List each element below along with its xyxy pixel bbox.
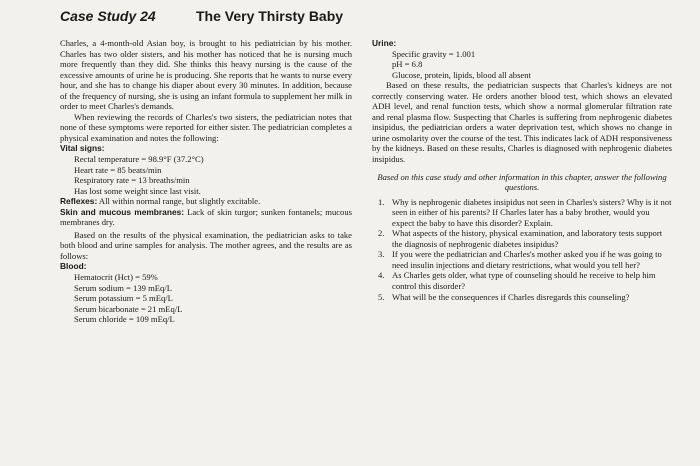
question-item [372, 249, 672, 270]
right-column [372, 38, 672, 302]
left-column [60, 38, 352, 325]
reflexes-line [60, 196, 352, 207]
question-number: 5. [378, 291, 385, 302]
blood-item: Serum sodium = 139 mEq/L [74, 282, 172, 293]
intro-paragraph: Charles, a 4-month-old Asian boy, is brought to his pediatrician by his mother. Charles has two older sisters, and his mother has noticed that he is nursing much more frequently than they did. She thinks this heavy nursing is the cause of the excessive amounts of urine he is producing. She reports that he wants to nurse every hour, and she has to change his diaper about every 30 minutes. In addition, because of the frequency of nursing, she is using an infant formula to supplement her milk in order to meet Charles's demands. [60, 38, 352, 112]
question-number: 2. [378, 228, 385, 239]
vital-item: Rectal temperature = 98.9°F (37.2°C) [74, 154, 204, 165]
question-text: What aspects of the history, physical examination, and laboratory tests support the diagnosis of nephrogenic diabetes insipidus? [392, 228, 663, 249]
questions-prompt: Based on this case study and other information in this chapter, answer the following questions. [377, 171, 667, 193]
urine-item: Specific gravity = 1.001 [392, 48, 476, 59]
blood-item: Serum potassium = 5 mEq/L [74, 293, 173, 304]
blood-list [60, 272, 352, 325]
question-item [372, 292, 672, 303]
records-paragraph: When reviewing the records of Charles's two sisters, the pediatrician notes that none of these symptoms were reported for either sister. The pediatrician completes a physical examination and notes the following: [60, 111, 352, 143]
questions-list [372, 197, 672, 302]
reflexes-text: All within normal range, but slightly excitable. [97, 196, 261, 207]
urine-heading: Urine: [372, 38, 397, 48]
question-number: 3. [378, 249, 385, 260]
vitals-list [60, 154, 352, 196]
question-item [372, 270, 672, 291]
case-title: The Very Thirsty Baby [196, 8, 344, 24]
blood-heading: Blood: [60, 261, 87, 272]
question-text: If you were the pediatrician and Charles's mother asked you if he was going to need insulin injections and dietary restrictions, what would you tell her? [392, 249, 662, 270]
vital-item: Respiratory rate = 13 breaths/min [74, 175, 190, 186]
blood-item: Hematocrit (Hct) = 59% [74, 272, 158, 283]
question-number: 4. [378, 270, 385, 281]
question-number: 1. [378, 196, 385, 207]
question-item [372, 197, 672, 229]
blood-item: Serum chloride = 109 mEq/L [74, 314, 175, 325]
blood-item: Serum bicarbonate = 21 mEq/L [74, 303, 183, 314]
vitals-heading: Vital signs: [60, 143, 105, 154]
skin-line [60, 207, 352, 228]
case-header [60, 8, 680, 34]
case-label: Case Study 24 [60, 8, 156, 24]
question-item [372, 228, 672, 249]
vital-item: Has lost some weight since last visit. [74, 185, 201, 196]
skin-text: Lack of skin turgor; sunken fontanels; mucous membranes dry. [60, 206, 352, 228]
vital-item: Heart rate = 85 beats/min [74, 164, 162, 175]
reflexes-label: Reflexes: [60, 196, 98, 207]
urine-item: pH = 6.8 [392, 59, 423, 70]
skin-label: Skin and mucous membranes: [60, 206, 185, 217]
question-text: Why is nephrogenic diabetes insipidus not seen in Charles's sisters? Why is it not seen in either of his parents? If Charles later has a baby brother, would you expect the baby to have this disorder? Explain. [392, 196, 672, 228]
urine-list [372, 49, 672, 81]
question-text: As Charles gets older, what type of counseling should he receive to help him control this disorder? [392, 270, 656, 292]
urine-item: Glucose, protein, lipids, blood all absent [392, 69, 531, 80]
question-text: What will be the consequences if Charles disregards this counseling? [392, 291, 630, 302]
exam-results-paragraph: Based on the results of the physical examination, the pediatrician asks to take both blood and urine samples for analysis. The mother agrees, and the results are as follows: [60, 229, 352, 261]
diagnosis-paragraph: Based on these results, the pediatrician suspects that Charles's kidneys are not correctly conserving water. He orders another blood test, which shows an elevated ADH level, and renal function tests, which show a normal glomerular filtration rate and renal plasma flow. Suspecting that Charles is suffering from nephrogenic diabetes insipidus, the pediatrician orders a water deprivation test, which shows no change in urine osmolarity over the course of the test. This indicates lack of ADH responsiveness by the kidneys. Based on these results, Charles is diagnosed with nephrogenic diabetes insipidus. [372, 80, 672, 165]
